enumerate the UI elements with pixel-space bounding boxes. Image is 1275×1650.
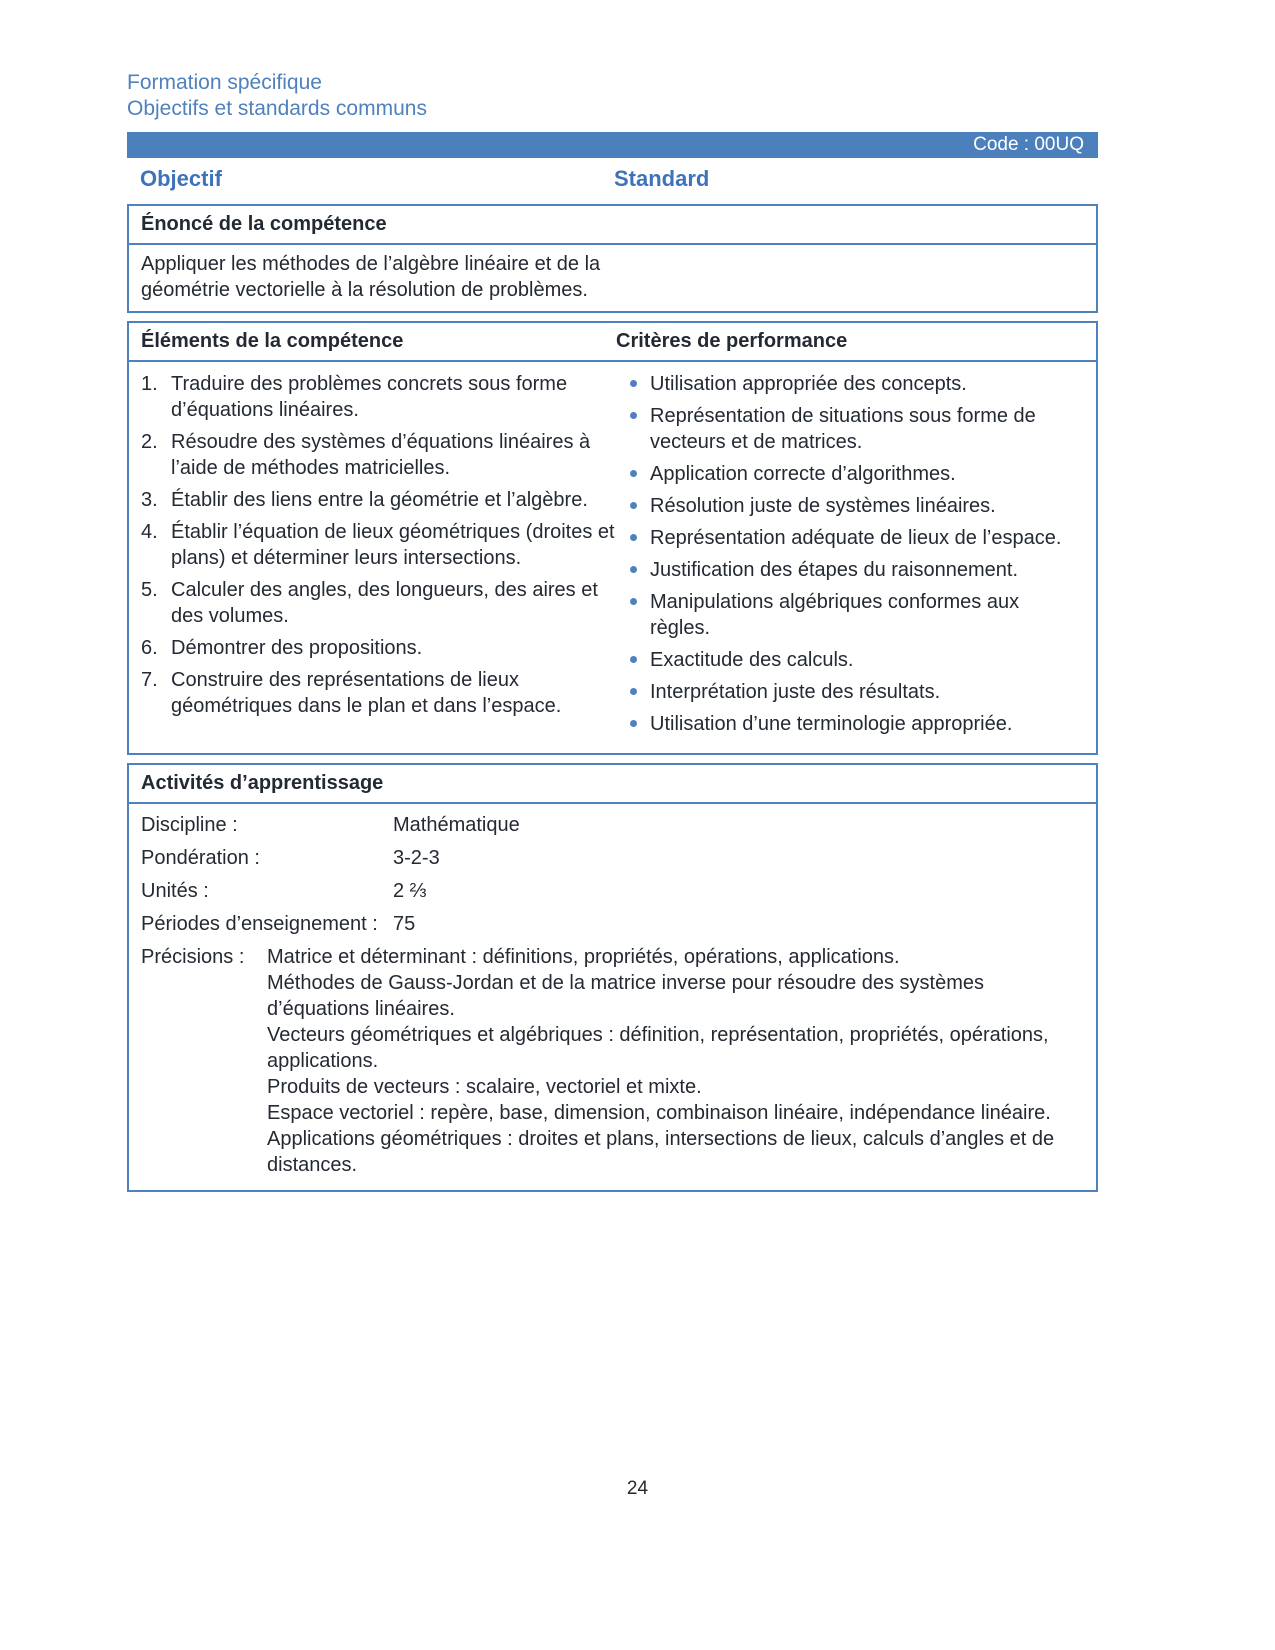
code-label: Code : 00UQ	[973, 134, 1084, 156]
field-row-discipline	[141, 812, 1084, 838]
element-item	[141, 519, 615, 571]
element-text: Construire des représentations de lieux géométriques dans le plan et dans l’espace.	[171, 668, 562, 717]
element-item	[141, 487, 615, 513]
element-number: 4.	[141, 520, 158, 543]
critere-item	[623, 525, 1084, 551]
element-item	[141, 577, 615, 629]
critere-text: Utilisation d’une terminologie appropriée.	[650, 712, 1013, 735]
critere-text: Exactitude des calculs.	[650, 648, 854, 671]
elements-title: Éléments de la compétence	[141, 329, 404, 352]
critere-item	[623, 647, 1084, 673]
element-number: 5.	[141, 578, 158, 601]
element-number: 3.	[141, 488, 158, 511]
activites-title: Activités d’apprentissage	[129, 765, 1096, 804]
standard-column-title: Standard	[614, 166, 710, 192]
enonce-title: Énoncé de la compétence	[129, 206, 1096, 245]
bullet-icon	[630, 470, 637, 477]
bullet-icon	[630, 566, 637, 573]
element-text: Calculer des angles, des longueurs, des aires et des volumes.	[171, 578, 598, 627]
enonce-box	[127, 204, 1098, 313]
criteres-title: Critères de performance	[616, 329, 848, 352]
bullet-icon	[630, 502, 637, 509]
code-bar	[127, 132, 1098, 158]
precision-item: Produits de vecteurs : scalaire, vectoriel et mixte.	[267, 1075, 702, 1098]
competence-box	[127, 321, 1098, 755]
critere-item	[623, 557, 1084, 583]
document-header	[127, 70, 1098, 121]
element-item	[141, 635, 615, 661]
field-label: Périodes d’enseignement :	[141, 912, 378, 935]
critere-text: Utilisation appropriée des concepts.	[650, 372, 967, 395]
page-content	[127, 70, 1098, 1192]
objectif-column-title: Objectif	[140, 166, 222, 192]
precision-item: Espace vectoriel : repère, base, dimension, combinaison linéaire, indépendance linéaire.	[267, 1101, 1051, 1124]
critere-text: Justification des étapes du raisonnement.	[650, 558, 1018, 581]
precisions-row	[141, 944, 1084, 1178]
element-text: Établir l’équation de lieux géométriques (droites et plans) et déterminer leurs intersections.	[171, 520, 615, 569]
field-label: Pondération :	[141, 846, 260, 869]
critere-item	[623, 679, 1084, 705]
field-value: 3-2-3	[393, 846, 440, 869]
activites-box	[127, 763, 1098, 1192]
column-titles-row	[127, 158, 1098, 196]
bullet-icon	[630, 688, 637, 695]
critere-text: Application correcte d’algorithmes.	[650, 462, 956, 485]
competence-header-row	[129, 323, 1096, 362]
critere-text: Représentation de situations sous forme de vecteurs et de matrices.	[650, 404, 1036, 453]
element-text: Établir des liens entre la géométrie et l’algèbre.	[171, 488, 588, 511]
field-value: 2 ⅔	[393, 879, 427, 902]
critere-item	[623, 589, 1084, 641]
precision-item: Matrice et déterminant : définitions, propriétés, opérations, applications.	[267, 945, 900, 968]
element-item	[141, 371, 615, 423]
precision-item: Vecteurs géométriques et algébriques : définition, représentation, propriétés, opérations, applications.	[267, 1023, 1049, 1072]
enonce-body	[129, 245, 1096, 311]
critere-text: Interprétation juste des résultats.	[650, 680, 941, 703]
bullet-icon	[630, 720, 637, 727]
precisions-list	[267, 944, 1084, 1178]
bullet-icon	[630, 412, 637, 419]
critere-item	[623, 371, 1084, 397]
header-line-formation: Formation spécifique	[127, 71, 322, 94]
element-number: 6.	[141, 636, 158, 659]
element-item	[141, 667, 615, 719]
precisions-label: Précisions :	[141, 945, 245, 968]
bullet-icon	[630, 534, 637, 541]
bullet-icon	[630, 380, 637, 387]
competence-body	[129, 362, 1096, 753]
field-value: 75	[393, 912, 416, 935]
element-number: 1.	[141, 372, 158, 395]
critere-text: Représentation adéquate de lieux de l’espace.	[650, 526, 1062, 549]
bullet-icon	[630, 656, 637, 663]
element-text: Démontrer des propositions.	[171, 636, 423, 659]
field-label: Discipline :	[141, 813, 238, 836]
element-item	[141, 429, 615, 481]
critere-item	[623, 711, 1084, 737]
bullet-icon	[630, 598, 637, 605]
header-line-objectifs: Objectifs et standards communs	[127, 96, 427, 120]
critere-item	[623, 403, 1084, 455]
element-number: 7.	[141, 668, 158, 691]
critere-text: Manipulations algébriques conformes aux règles.	[650, 590, 1020, 639]
precision-item: Méthodes de Gauss-Jordan et de la matrice inverse pour résoudre des systèmes d’équations linéaires.	[267, 971, 985, 1020]
element-text: Traduire des problèmes concrets sous forme d’équations linéaires.	[171, 372, 568, 421]
page-number: 24	[626, 1478, 649, 1499]
activites-body	[129, 804, 1096, 1190]
element-number: 2.	[141, 430, 158, 453]
field-label: Unités :	[141, 879, 209, 902]
criteres-list	[623, 371, 1084, 743]
element-text: Résoudre des systèmes d’équations linéaires à l’aide de méthodes matricielles.	[171, 430, 591, 479]
enonce-text: Appliquer les méthodes de l’algèbre linéaire et de la géométrie vectorielle à la résolution de problèmes.	[141, 252, 601, 301]
elements-list	[141, 371, 623, 743]
field-row-periodes	[141, 911, 1084, 937]
field-row-ponderation	[141, 845, 1084, 871]
field-value: Mathématique	[393, 813, 520, 836]
critere-item	[623, 461, 1084, 487]
critere-text: Résolution juste de systèmes linéaires.	[650, 494, 996, 517]
precision-item: Applications géométriques : droites et plans, intersections de lieux, calculs d’angles et de distances.	[267, 1127, 1055, 1176]
field-row-unites	[141, 878, 1084, 904]
critere-item	[623, 493, 1084, 519]
